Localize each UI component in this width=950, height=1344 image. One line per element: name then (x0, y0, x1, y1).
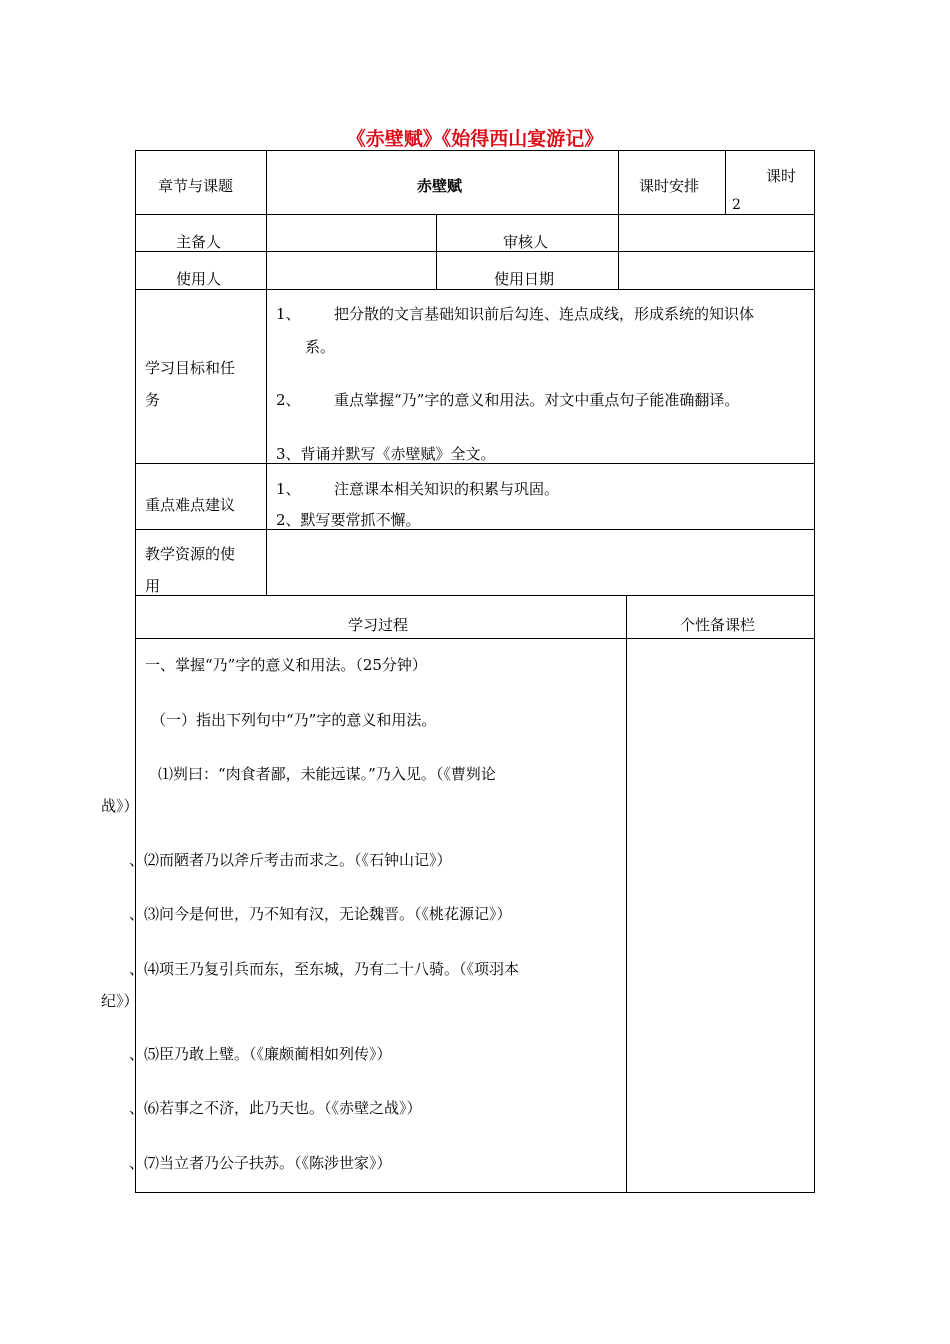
goal-2-number: 2、 (276, 391, 301, 409)
row-divider (135, 595, 815, 596)
sentence-3: 、⑶问今是何世，乃不知有汉，无论魏晋。（《桃花源记》） (129, 905, 512, 923)
subsection-title: （一）指出下列句中“乃”字的意义和用法。 (151, 711, 437, 729)
reviewer-label: 审核人 (503, 233, 549, 251)
row-divider (135, 289, 815, 290)
sentence-1: ⑴刿曰：“肉食者鄙，未能远谋。”乃入见。（《曹刿论 (158, 765, 496, 783)
column-divider (725, 150, 726, 214)
date-label: 使用日期 (494, 270, 555, 288)
row-divider (135, 251, 815, 252)
preparer-label: 主备人 (176, 233, 222, 251)
chapter-value: 赤壁赋 (417, 177, 463, 195)
document-title: 《赤壁赋》《始得西山宴游记》 (346, 128, 604, 150)
column-divider (266, 150, 267, 595)
column-divider (626, 595, 627, 1193)
column-divider (618, 150, 619, 289)
goal-1-text: 把分散的文言基础知识前后勾连、连点成线，形成系统的知识体 (334, 305, 755, 323)
resources-label-line2: 用 (145, 577, 161, 595)
key-point-2-text: 2、默写要常抓不懈。 (276, 511, 421, 529)
goal-1-number: 1、 (276, 305, 301, 323)
key-points-label: 重点难点建议 (145, 496, 236, 514)
chapter-label: 章节与课题 (158, 177, 234, 195)
user-label: 使用人 (176, 270, 222, 288)
goals-label-line2: 务 (145, 391, 161, 409)
sentence-7: 、⑺当立者乃公子扶苏。（《陈涉世家》） (129, 1154, 392, 1172)
schedule-label: 课时安排 (639, 177, 700, 195)
goal-1-text-cont: 系。 (305, 338, 336, 356)
notes-header: 个性备课栏 (680, 616, 756, 634)
key-point-1-text: 注意课本相关知识的积累与巩固。 (334, 480, 560, 498)
sentence-4-cont: 纪》） (101, 992, 139, 1010)
sentence-1-cont: 战》） (101, 797, 139, 815)
sentence-4: 、⑷项王乃复引兵而东，至东城，乃有二十八骑。（《项羽本 (129, 960, 520, 978)
section-title: 一、掌握“乃”字的意义和用法。（25分钟） (145, 656, 427, 674)
row-divider (135, 638, 815, 639)
periods-label: 课时 (766, 167, 797, 185)
goal-3-text: 3、背诵并默写《赤壁赋》全文。 (276, 445, 496, 463)
goal-2-text: 重点掌握“乃”字的意义和用法。对文中重点句子能准确翻译。 (334, 391, 740, 409)
row-divider (135, 529, 815, 530)
sentence-5: 、⑸臣乃敢上璧。（《廉颇蔺相如列传》） (129, 1045, 392, 1063)
column-divider (436, 214, 437, 289)
resources-label-line1: 教学资源的使 (145, 545, 236, 563)
goals-label-line1: 学习目标和任 (145, 359, 236, 377)
sentence-6: 、⑹若事之不济，此乃天也。（《赤壁之战》） (129, 1099, 422, 1117)
row-divider (135, 214, 815, 215)
periods-value: 2 (732, 197, 741, 213)
key-point-1-number: 1、 (276, 480, 301, 498)
sentence-2: 、⑵而陋者乃以斧斤考击而求之。（《石钟山记》） (129, 851, 452, 869)
process-header: 学习过程 (348, 616, 409, 634)
